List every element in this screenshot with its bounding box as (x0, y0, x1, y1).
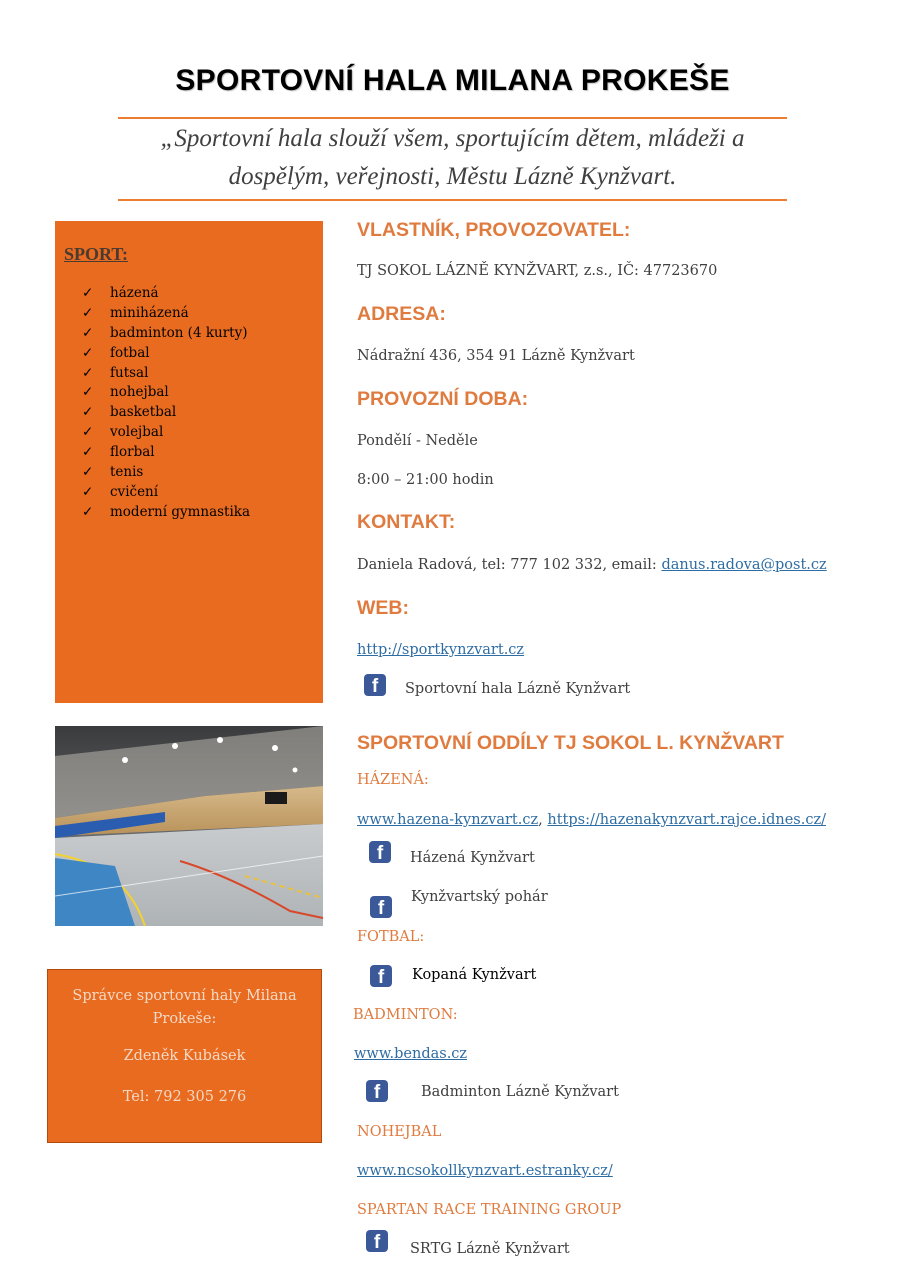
sport-item (82, 284, 250, 304)
clubs-heading: SPORTOVNÍ ODDÍLY TJ SOKOL L. KYNŽVART (357, 732, 784, 754)
fotbal-facebook-label[interactable]: Kopaná Kynžvart (412, 967, 537, 983)
facebook-icon[interactable]: f (370, 965, 392, 987)
sports-hall-photo (55, 726, 323, 926)
checkmark-icon: ✓ (82, 404, 94, 421)
checkmark-icon: ✓ (82, 444, 94, 461)
sport-item (82, 344, 250, 364)
nohejbal-label: NOHEJBAL (357, 1124, 442, 1140)
contact-email-link[interactable]: danus.radova@post.cz (661, 557, 827, 573)
hazena-link-2[interactable]: https://hazenakynzvart.rajce.idnes.cz/ (547, 812, 826, 828)
sport-item-label: tenis (110, 464, 144, 481)
facebook-icon[interactable]: f (369, 841, 391, 863)
contact-text: Daniela Radová, tel: 777 102 332, email: (357, 557, 662, 573)
badminton-label: BADMINTON: (353, 1007, 458, 1023)
checkmark-icon: ✓ (82, 384, 94, 401)
sport-item-label: miniházená (110, 304, 189, 321)
title-rule-top (118, 117, 787, 119)
sport-item (82, 423, 250, 443)
spartan-facebook-label[interactable]: SRTG Lázně Kynžvart (410, 1241, 570, 1257)
sport-item-label: moderní gymnastika (110, 503, 251, 520)
sport-item-label: futsal (110, 364, 149, 381)
checkmark-icon: ✓ (82, 344, 94, 361)
facebook-icon[interactable]: f (370, 896, 392, 918)
admin-phone: Tel: 792 305 276 (122, 1089, 247, 1105)
hall-administrator-box (47, 969, 322, 1143)
sport-item-label: fotbal (110, 344, 150, 361)
sport-item (82, 304, 250, 324)
web-url-link[interactable]: http://sportkynzvart.cz (357, 642, 525, 658)
hazena-link-1[interactable]: www.hazena-kynzvart.cz (357, 812, 539, 828)
hazena-cup-facebook-label[interactable]: Kynžvartský pohár (411, 889, 548, 905)
sport-item (82, 463, 250, 483)
facebook-icon[interactable]: f (364, 674, 386, 696)
fotbal-label: FOTBAL: (357, 929, 425, 945)
sport-item (82, 383, 250, 403)
badminton-facebook-label[interactable]: Badminton Lázně Kynžvart (421, 1084, 619, 1100)
title-rule-bottom (118, 199, 787, 201)
hazena-facebook-label[interactable]: Házená Kynžvart (410, 850, 535, 866)
checkmark-icon: ✓ (82, 503, 94, 520)
contact-heading: KONTAKT: (357, 511, 456, 533)
nohejbal-link[interactable]: www.ncsokollkynzvart.estranky.cz/ (357, 1163, 613, 1179)
hazena-label: HÁZENÁ: (357, 772, 429, 788)
sport-item-label: basketbal (110, 404, 177, 421)
checkmark-icon: ✓ (82, 424, 94, 441)
sport-item (82, 443, 250, 463)
sport-panel (55, 221, 323, 703)
sport-item-label: nohejbal (110, 384, 169, 401)
web-facebook-label[interactable]: Sportovní hala Lázně Kynžvart (405, 681, 631, 697)
address-text: Nádražní 436, 354 91 Lázně Kynžvart (357, 348, 635, 364)
facebook-icon[interactable]: f (366, 1230, 388, 1252)
owner-text: TJ SOKOL LÁZNĚ KYNŽVART, z.s., IČ: 47723670 (357, 263, 718, 279)
sport-item-label: florbal (110, 444, 155, 461)
sport-title: SPORT: (64, 244, 129, 264)
sport-item (82, 503, 250, 523)
hazena-links (357, 812, 826, 828)
sport-item-label: badminton (4 kurty) (110, 324, 248, 341)
sport-item (82, 403, 250, 423)
admin-name: Zdeněk Kubásek (123, 1048, 246, 1064)
page-title: SPORTOVNÍ HALA MILANA PROKEŠE (175, 64, 730, 97)
sport-item-label: házená (110, 285, 159, 301)
sport-item (82, 324, 250, 344)
checkmark-icon: ✓ (82, 364, 94, 381)
sport-list (82, 284, 250, 523)
sport-item-label: cvičení (110, 483, 159, 500)
badminton-link[interactable]: www.bendas.cz (354, 1046, 468, 1062)
spartan-label: SPARTAN RACE TRAINING GROUP (357, 1202, 622, 1218)
owner-heading: VLASTNÍK, PROVOZOVATEL: (357, 219, 631, 241)
sport-item (82, 483, 250, 503)
checkmark-icon: ✓ (82, 324, 94, 341)
contact-line (357, 557, 827, 573)
admin-role: Správce sportovní haly Milana Prokeše: (72, 988, 297, 1027)
address-heading: ADRESA: (357, 303, 446, 325)
hours-heading: PROVOZNÍ DOBA: (357, 388, 529, 410)
checkmark-icon: ✓ (82, 483, 94, 500)
checkmark-icon: ✓ (82, 304, 94, 321)
hours-time: 8:00 – 21:00 hodin (357, 472, 494, 488)
sport-item (82, 364, 250, 384)
web-heading: WEB: (357, 597, 409, 619)
sport-item-label: volejbal (110, 424, 164, 441)
hazena-link-separator: , (538, 812, 548, 828)
motto-quote: „Sportovní hala slouží všem, sportujícím dětem, mládeži a dospělým, veřejnosti, Městu Lázně Kynžvart. (160, 125, 745, 190)
facebook-icon[interactable]: f (366, 1080, 388, 1102)
hours-days: Pondělí - Neděle (357, 433, 478, 449)
checkmark-icon: ✓ (82, 464, 94, 481)
checkmark-icon: ✓ (82, 285, 94, 301)
